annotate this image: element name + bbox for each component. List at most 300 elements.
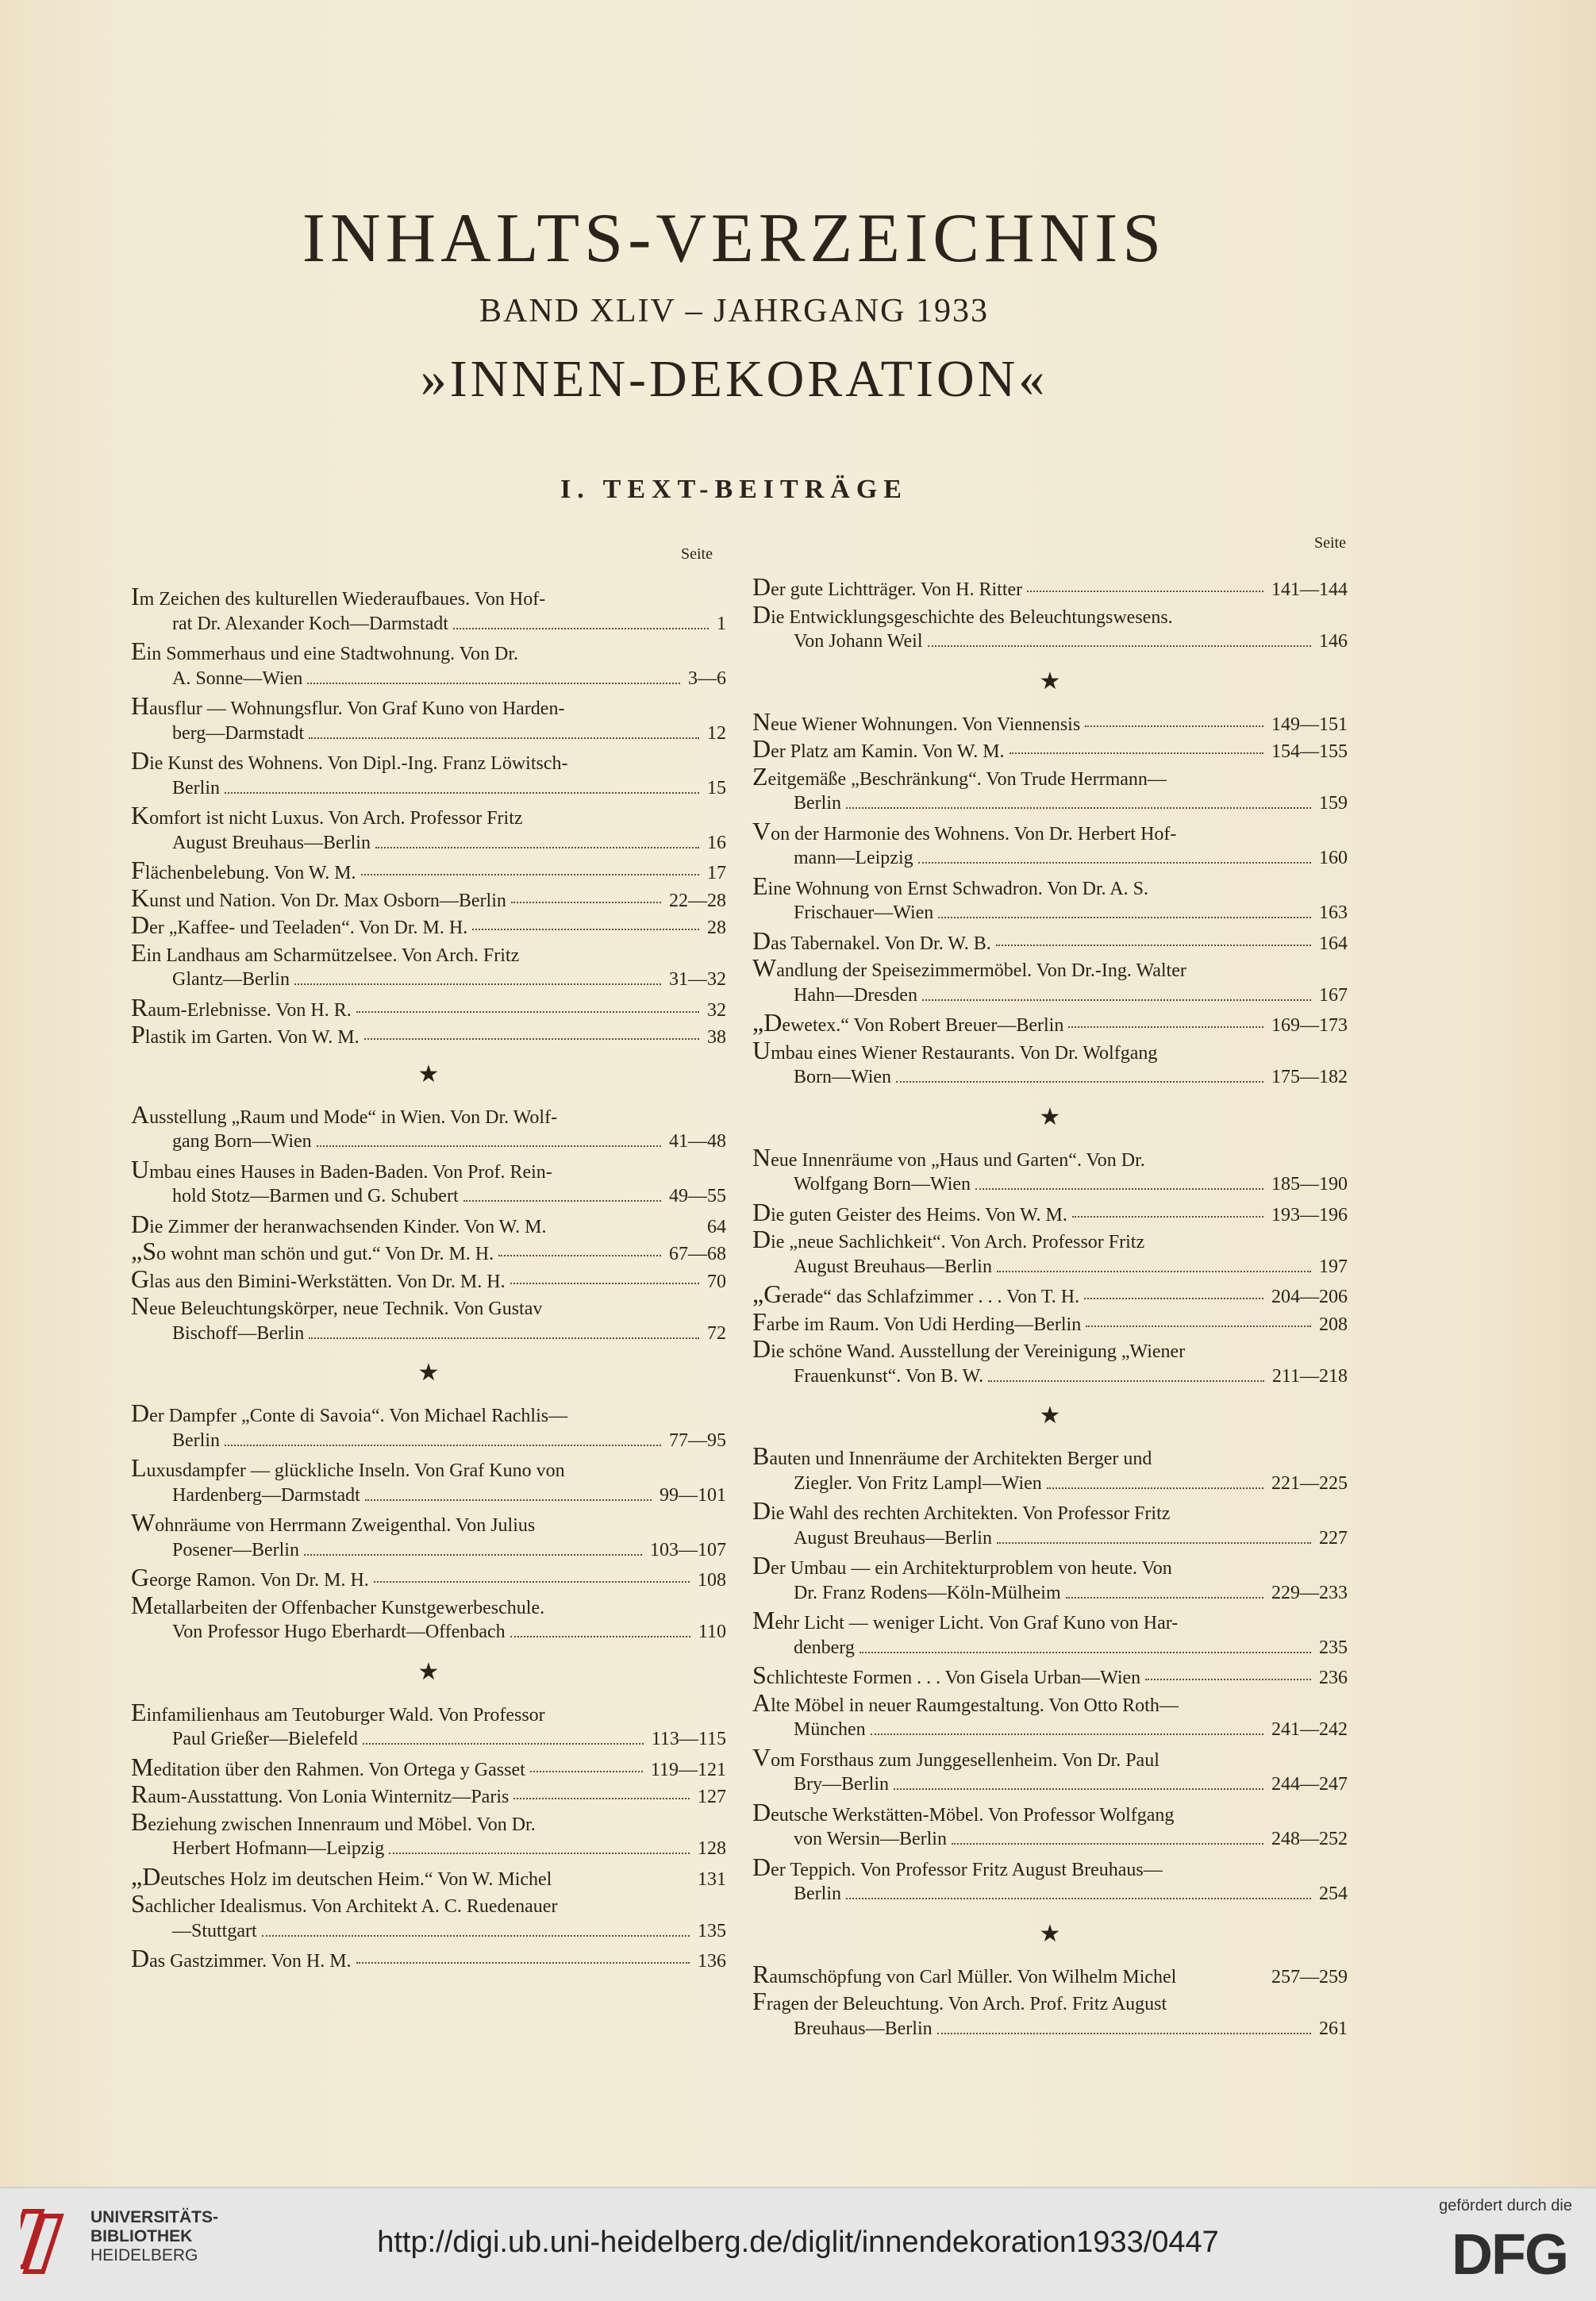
toc-entry-line <box>131 1482 726 1510</box>
toc-entry-line <box>131 1780 726 1808</box>
toc-entry <box>131 1564 726 1591</box>
toc-entry-page: 248—252 <box>1271 1829 1348 1849</box>
toc-entry-page: 208 <box>1319 1314 1348 1335</box>
toc-entry-text: Metallarbeiten der Offenbacher Kunstgewerbeschule. <box>131 1591 545 1618</box>
toc-entry-text: „So wohnt man schön und gut.“ Von Dr. M. H. <box>131 1237 494 1265</box>
toc-entry-page: 103—107 <box>650 1539 726 1560</box>
toc-column-right <box>752 573 1348 2042</box>
toc-entry-page: 49—55 <box>669 1186 726 1206</box>
toc-entry-text: Das Gastzimmer. Von H. M. <box>131 1945 352 1972</box>
toc-entry-text: Raumschöpfung von Carl Müller. Von Wilhelm Michel <box>752 1960 1177 1987</box>
toc-entry-page: 193—196 <box>1271 1204 1348 1226</box>
toc-entry-text: Der Platz am Kamin. Von W. M. <box>752 735 1005 763</box>
toc-entry-page: 221—225 <box>1271 1472 1348 1494</box>
toc-entry-line <box>131 802 726 829</box>
library-name-line-2: BIBLIOTHEK <box>90 2227 193 2245</box>
toc-entry-text: Hardenberg—Darmstadt <box>172 1484 360 1506</box>
toc-entry-text: Wohnräume von Herrmann Zweigenthal. Von Julius <box>131 1509 536 1537</box>
toc-entry-text: Von Johann Weil <box>794 631 923 652</box>
toc-entry-line <box>752 763 1348 791</box>
toc-entry-line <box>752 1525 1348 1553</box>
toc-entry-line <box>131 775 726 802</box>
page-column-label-right: Seite <box>1314 534 1346 552</box>
toc-entry <box>131 1509 726 1564</box>
dot-leader <box>1027 591 1263 592</box>
toc-entry-text: Kunst und Nation. Von Dr. Max Osborn—Berlin <box>131 883 506 911</box>
toc-entry-text: „Deutsches Holz im deutschen Heim.“ Von W. Michel <box>131 1862 552 1890</box>
dot-leader <box>317 1145 661 1147</box>
toc-entry <box>131 692 726 747</box>
toc-entry-line <box>752 1199 1348 1226</box>
toc-entry <box>752 763 1348 818</box>
library-name-line-3: HEIDELBERG <box>90 2246 198 2264</box>
toc-entry <box>131 1945 726 1972</box>
dot-leader <box>860 1652 1311 1653</box>
toc-entry <box>752 927 1348 955</box>
toc-entry-text: —Stuttgart <box>172 1920 257 1941</box>
toc-entry-text: von Wersin—Berlin <box>794 1829 947 1849</box>
dot-leader <box>294 983 661 985</box>
toc-entry <box>752 1308 1348 1336</box>
toc-entry-line <box>131 1618 726 1646</box>
toc-entry-page: 17 <box>707 863 726 883</box>
toc-entry-text: Von der Harmonie des Wohnens. Von Dr. Herbert Hof- <box>752 817 1177 845</box>
dot-leader <box>922 999 1311 1001</box>
dot-leader <box>1068 1026 1263 1028</box>
toc-entry-text: hold Stotz—Barmen und G. Schubert <box>172 1186 459 1206</box>
toc-entry <box>752 1661 1348 1689</box>
toc-entry-page: 67—68 <box>669 1244 726 1264</box>
toc-entry-page: 64 <box>707 1216 726 1237</box>
toc-entry <box>752 1442 1348 1497</box>
toc-entry-line <box>752 1799 1348 1826</box>
toc-entry-line <box>752 1771 1348 1799</box>
toc-entry-line <box>131 1021 726 1049</box>
dot-leader <box>513 1798 690 1799</box>
toc-entry-line <box>752 982 1348 1010</box>
dot-leader <box>511 902 661 903</box>
toc-entry-text: Mehr Licht — weniger Licht. Von Graf Kuno von Har- <box>752 1606 1179 1634</box>
toc-entry-text: Paul Grießer—Bielefeld <box>172 1729 358 1749</box>
toc-entry-page: 197 <box>1319 1256 1348 1277</box>
dot-leader <box>510 1283 699 1284</box>
toc-entry-text: Plastik im Garten. Von W. M. <box>131 1021 360 1049</box>
dot-leader <box>1145 1679 1311 1680</box>
toc-entry <box>131 802 726 856</box>
toc-entry-page: 163 <box>1319 902 1348 923</box>
toc-entry-text: Ausstellung „Raum und Mode“ in Wien. Von Dr. Wolf- <box>131 1100 558 1128</box>
dot-leader <box>510 1636 690 1637</box>
toc-entry-text: Fragen der Beleuchtung. Von Arch. Prof. Fritz August <box>752 1987 1167 2015</box>
dot-leader <box>975 1188 1263 1190</box>
toc-entry-text: Bischoff—Berlin <box>172 1322 305 1344</box>
toc-entry-line <box>131 939 726 967</box>
toc-entry-text: berg—Darmstadt <box>172 722 305 744</box>
dot-leader <box>365 1499 652 1501</box>
dot-leader <box>453 628 709 629</box>
toc-entry <box>752 954 1348 1009</box>
toc-entry-page: 41—48 <box>669 1131 726 1152</box>
toc-entry <box>131 856 726 884</box>
dot-leader <box>498 1255 661 1256</box>
dot-leader <box>938 917 1311 918</box>
toc-entry-page: 146 <box>1319 631 1348 652</box>
toc-entry-text: Dr. Franz Rodens—Köln-Mülheim <box>794 1582 1061 1603</box>
toc-entry-text: Born—Wien <box>794 1067 892 1087</box>
toc-entry <box>131 994 726 1022</box>
dot-leader <box>356 1962 690 1964</box>
toc-entry-line <box>131 1537 726 1564</box>
toc-entry <box>752 872 1348 927</box>
section-heading: I. TEXT-BEITRÄGE <box>560 475 908 504</box>
page-title: INHALTS-VERZEICHNIS <box>302 200 1167 277</box>
dot-leader <box>375 847 699 848</box>
toc-entry <box>752 601 1348 656</box>
toc-entry-line <box>752 790 1348 818</box>
toc-entry <box>131 884 726 912</box>
toc-entry-page: 241—242 <box>1271 1719 1348 1740</box>
toc-entry-line <box>752 1470 1348 1498</box>
toc-entry-line <box>131 856 726 884</box>
toc-entry <box>752 573 1348 601</box>
toc-entry-text: Alte Möbel in neuer Raumgestaltung. Von Otto Roth— <box>752 1688 1179 1716</box>
toc-entry <box>131 583 726 637</box>
toc-entry <box>752 1799 1348 1853</box>
toc-entry-text: Meditation über den Rahmen. Von Ortega y Gasset <box>131 1753 525 1780</box>
dot-leader <box>846 807 1311 809</box>
section-divider-star: ★ <box>417 1360 440 1386</box>
dot-leader <box>1072 1216 1263 1218</box>
toc-entry-line <box>752 1064 1348 1091</box>
toc-entry-page: 169—173 <box>1271 1015 1348 1036</box>
toc-entry-line <box>752 1335 1348 1363</box>
toc-entry-line <box>131 747 726 775</box>
toc-entry-page: 261 <box>1319 2018 1348 2039</box>
toc-entry-text: Berlin <box>794 793 841 814</box>
toc-entry-line <box>752 1880 1348 1908</box>
toc-entry <box>131 1021 726 1049</box>
toc-entry-page: 136 <box>698 1951 726 1972</box>
toc-entry-text: „Dewetex.“ Von Robert Breuer—Berlin <box>752 1009 1064 1037</box>
toc-entry-text: Die Entwicklungsgeschichte des Beleuchtungswesens. <box>752 600 1173 628</box>
toc-entry-text: George Ramon. Von Dr. M. H. <box>131 1564 369 1591</box>
toc-entry-line <box>752 1716 1348 1744</box>
toc-entry-line <box>752 1580 1348 1607</box>
toc-entry-line <box>131 1753 726 1781</box>
toc-entry-line <box>752 1226 1348 1253</box>
toc-entry-line <box>752 1497 1348 1525</box>
toc-entry-line <box>752 1744 1348 1772</box>
toc-entry-text: Ein Sommerhaus und eine Stadtwohnung. Von Dr. <box>131 637 518 665</box>
toc-entry-text: Posener—Berlin <box>172 1539 299 1560</box>
toc-entry-line <box>131 637 726 665</box>
toc-entry <box>131 1808 726 1863</box>
toc-entry <box>752 1960 1348 1988</box>
dot-leader <box>225 792 699 794</box>
toc-entry-line <box>752 927 1348 955</box>
toc-entry-line <box>131 610 726 638</box>
toc-entry-page: 32 <box>707 999 726 1021</box>
toc-entry-text: Ziegler. Von Fritz Lampl—Wien <box>794 1472 1042 1494</box>
toc-entry-line <box>752 1634 1348 1662</box>
dot-leader <box>997 1542 1311 1544</box>
toc-entry-text: rat Dr. Alexander Koch—Darmstadt <box>172 613 448 634</box>
toc-entry-line <box>752 1661 1348 1689</box>
dot-leader <box>1084 1298 1263 1299</box>
toc-entry-page: 110 <box>698 1622 726 1642</box>
toc-entry-line <box>131 1237 726 1265</box>
toc-entry-text: Hahn—Dresden <box>794 984 917 1006</box>
toc-entry-text: Raum-Ausstattung. Von Lonia Winternitz—Paris <box>131 1780 510 1808</box>
toc-entry-page: 131 <box>698 1868 726 1890</box>
dot-leader <box>225 1445 661 1446</box>
toc-entry-page: 72 <box>707 1322 726 1344</box>
toc-entry-line <box>131 911 726 939</box>
toc-entry-line <box>752 1987 1348 2015</box>
toc-entry <box>752 1037 1348 1091</box>
toc-entry-line <box>131 1863 726 1891</box>
toc-entry-text: Breuhaus—Berlin <box>794 2018 933 2039</box>
toc-entry-page: 28 <box>707 918 726 938</box>
dot-leader <box>1047 1487 1263 1489</box>
toc-entry-text: Die „neue Sachlichkeit“. Von Arch. Professor Fritz <box>752 1226 1145 1253</box>
toc-entry-line <box>131 994 726 1022</box>
toc-entry-text: Komfort ist nicht Luxus. Von Arch. Professor Fritz <box>131 802 523 829</box>
toc-entry-page: 227 <box>1319 1527 1348 1549</box>
dot-leader <box>472 929 699 930</box>
toc-entry-text: Wolfgang Born—Wien <box>794 1174 971 1195</box>
toc-entry-text: Luxusdampfer — glückliche Inseln. Von Graf Kuno von <box>131 1454 565 1482</box>
toc-entry-text: denberg <box>794 1637 855 1658</box>
toc-entry-text: August Breuhaus—Berlin <box>794 1256 992 1277</box>
toc-entry-page: 16 <box>707 832 726 853</box>
toc-entry-line <box>131 966 726 994</box>
toc-entry-line <box>752 1826 1348 1853</box>
toc-entry-text: Neue Innenräume von „Haus und Garten“. Von Dr. <box>752 1143 1145 1171</box>
dot-leader <box>463 1200 661 1202</box>
toc-entry-line <box>752 1689 1348 1717</box>
toc-entry <box>752 1552 1348 1606</box>
toc-entry-page: 167 <box>1319 984 1348 1006</box>
toc-entry-text: Wandlung der Speisezimmermöbel. Von Dr.-Ing. Walter <box>752 954 1186 982</box>
dot-leader <box>309 1337 699 1339</box>
volume-subtitle: BAND XLIV – JAHRGANG 1933 <box>479 293 989 329</box>
toc-entry-page: 128 <box>698 1838 726 1859</box>
toc-entry <box>752 735 1348 763</box>
toc-entry-text: Schlichteste Formen . . . Von Gisela Urban—Wien <box>752 1661 1141 1689</box>
toc-entry-line <box>752 1253 1348 1281</box>
toc-entry <box>752 1987 1348 2042</box>
toc-entry-text: Eine Wohnung von Ernst Schwadron. Von Dr. A. S. <box>752 872 1148 899</box>
toc-column-left <box>131 583 726 1972</box>
toc-entry-line <box>131 1918 726 1945</box>
toc-entry <box>131 1237 726 1265</box>
toc-entry-text: Von Professor Hugo Eberhardt—Offenbach <box>172 1622 506 1642</box>
toc-entry-line <box>131 1292 726 1320</box>
toc-entry <box>752 1744 1348 1799</box>
toc-entry-page: 31—32 <box>669 969 726 990</box>
toc-entry <box>752 708 1348 736</box>
toc-entry-page: 229—233 <box>1271 1582 1348 1603</box>
toc-entry-line <box>131 1183 726 1210</box>
section-divider-star: ★ <box>1039 1403 1061 1429</box>
toc-entry-text: Berlin <box>794 1884 841 1904</box>
toc-entry-line <box>131 1399 726 1427</box>
toc-entry-text: Berlin <box>172 1429 220 1451</box>
toc-entry-text: Der „Kaffee- und Teeladen“. Von Dr. M. H. <box>131 911 468 939</box>
toc-entry-text: Farbe im Raum. Von Udi Herding—Berlin <box>752 1307 1082 1335</box>
toc-entry-line <box>131 1128 726 1156</box>
toc-entry <box>131 1210 726 1238</box>
toc-entry-text: Raum-Erlebnisse. Von H. R. <box>131 993 352 1021</box>
dot-leader <box>262 1935 690 1937</box>
toc-entry-text: Berlin <box>172 777 220 798</box>
toc-entry <box>131 747 726 802</box>
toc-entry <box>752 1335 1348 1390</box>
dot-leader <box>988 1380 1264 1382</box>
dot-leader <box>1066 1597 1263 1599</box>
toc-entry-line <box>131 1699 726 1726</box>
toc-entry-text: Das Tabernakel. Von Dr. W. B. <box>752 926 991 954</box>
dot-leader <box>952 1843 1263 1845</box>
toc-entry-page: 244—247 <box>1271 1774 1348 1795</box>
toc-entry <box>131 1292 726 1347</box>
toc-entry-line <box>131 665 726 693</box>
toc-entry <box>752 1689 1348 1744</box>
toc-entry-page: 154—155 <box>1271 741 1348 762</box>
toc-entry-text: Zeitgemäße „Beschränkung“. Von Trude Herrmann— <box>752 762 1167 790</box>
toc-entry-line <box>752 1552 1348 1580</box>
toc-entry-line <box>131 1945 726 1972</box>
toc-entry <box>131 1780 726 1808</box>
toc-entry-line <box>752 1009 1348 1037</box>
toc-entry-line <box>131 1890 726 1918</box>
toc-entry-line <box>752 1960 1348 1988</box>
toc-entry-line <box>752 1037 1348 1064</box>
dot-leader <box>896 1081 1263 1083</box>
toc-entry-page: 159 <box>1319 793 1348 814</box>
dot-leader <box>997 1271 1311 1272</box>
toc-entry-text: August Breuhaus—Berlin <box>172 832 371 853</box>
toc-entry-line <box>752 1853 1348 1881</box>
toc-entry-line <box>752 2015 1348 2043</box>
toc-entry <box>752 1497 1348 1552</box>
dot-leader <box>996 945 1311 946</box>
toc-entry-line <box>752 899 1348 927</box>
toc-entry <box>131 1863 726 1891</box>
toc-entry-line <box>131 1320 726 1348</box>
toc-entry-page: 15 <box>707 777 726 798</box>
toc-entry-text: mann—Leipzig <box>794 848 913 868</box>
dot-leader <box>364 1038 699 1040</box>
toc-entry-text: Die Kunst des Wohnens. Von Dipl.-Ing. Franz Löwitsch- <box>131 747 568 775</box>
toc-entry-page: 135 <box>698 1920 726 1941</box>
toc-entry-page: 3—6 <box>688 668 726 689</box>
dot-leader <box>530 1771 643 1772</box>
dot-leader <box>374 1581 690 1583</box>
toc-entry-page: 160 <box>1319 848 1348 868</box>
permalink-url[interactable]: http://digi.ub.uni-heidelberg.de/diglit/innendekoration1933/0447 <box>377 2226 1219 2259</box>
toc-entry-page: 164 <box>1319 933 1348 954</box>
dot-leader <box>918 862 1311 864</box>
toc-entry-line <box>131 1835 726 1863</box>
toc-entry-text: Ein Landhaus am Scharmützelsee. Von Arch. Fritz <box>131 938 520 966</box>
toc-entry-text: Der Teppich. Von Professor Fritz August Breuhaus— <box>752 1853 1163 1880</box>
toc-entry-text: Die guten Geister des Heims. Von W. M. <box>752 1198 1067 1226</box>
toc-entry-page: 119—121 <box>650 1759 726 1780</box>
toc-entry-line <box>131 1265 726 1293</box>
toc-entry <box>752 818 1348 872</box>
dot-leader <box>1085 725 1263 727</box>
toc-entry-text: Vom Forsthaus zum Junggesellenheim. Von Dr. Paul <box>752 1743 1160 1771</box>
dot-leader <box>309 737 699 739</box>
toc-entry-line <box>752 735 1348 763</box>
page-column-label-left: Seite <box>681 545 713 563</box>
toc-entry <box>752 1144 1348 1199</box>
dot-leader <box>389 1853 690 1854</box>
toc-entry <box>131 1454 726 1509</box>
toc-entry-line <box>752 708 1348 736</box>
toc-entry-line <box>752 628 1348 656</box>
toc-entry-line <box>131 884 726 912</box>
toc-entry <box>131 1399 726 1454</box>
dot-leader <box>846 1898 1311 1899</box>
toc-entry-text: München <box>794 1719 866 1740</box>
toc-entry <box>131 1591 726 1646</box>
funding-note: gefördert durch die <box>1439 2197 1572 2214</box>
toc-entry-line <box>131 1101 726 1129</box>
toc-entry <box>131 637 726 692</box>
toc-entry-line <box>131 1726 726 1753</box>
toc-entry-page: 141—144 <box>1271 579 1348 600</box>
toc-entry-page: 113—115 <box>651 1729 726 1749</box>
toc-entry-page: 204—206 <box>1271 1287 1348 1307</box>
toc-entry-text: August Breuhaus—Berlin <box>794 1527 992 1549</box>
toc-entry-text: gang Born—Wien <box>172 1131 312 1152</box>
toc-entry-page: 1 <box>717 613 726 634</box>
toc-entry <box>131 1699 726 1753</box>
toc-entry-page: 149—151 <box>1271 714 1348 735</box>
toc-entry-page: 22—28 <box>669 890 726 911</box>
toc-entry-text: Der Umbau — ein Architekturproblem von heute. Von <box>752 1552 1172 1580</box>
toc-entry-text: Glas aus den Bimini-Werkstätten. Von Dr. M. H. <box>131 1264 506 1292</box>
toc-entry-line <box>752 1171 1348 1199</box>
toc-entry-line <box>131 1591 726 1619</box>
dot-leader <box>871 1733 1263 1735</box>
toc-entry-text: Herbert Hofmann—Leipzig <box>172 1838 385 1859</box>
dot-leader <box>1086 1326 1311 1327</box>
toc-entry-text: Deutsche Werkstätten-Möbel. Von Professor Wolfgang <box>752 1798 1175 1826</box>
toc-entry-line <box>131 1427 726 1455</box>
toc-entry-line <box>752 818 1348 845</box>
dot-leader <box>928 645 1311 647</box>
toc-entry-text: Umbau eines Wiener Restaurants. Von Dr. Wolfgang <box>752 1036 1158 1064</box>
toc-entry-page: 127 <box>698 1787 726 1807</box>
section-divider-star: ★ <box>1039 1103 1061 1130</box>
dot-leader <box>937 2033 1311 2034</box>
dot-leader <box>304 1554 642 1556</box>
toc-entry-text: Sachlicher Idealismus. Von Architekt A. C. Ruedenauer <box>131 1890 558 1918</box>
toc-entry <box>131 939 726 994</box>
toc-entry-text: Im Zeichen des kulturellen Wiederaufbaues. Von Hof- <box>131 583 546 610</box>
toc-entry-line <box>752 601 1348 629</box>
toc-entry-page: 254 <box>1319 1884 1348 1904</box>
toc-entry-text: Bauten und Innenräume der Architekten Berger und <box>752 1442 1152 1470</box>
toc-entry-text: Die Wahl des rechten Architekten. Von Professor Fritz <box>752 1497 1171 1525</box>
toc-entry-line <box>131 1509 726 1537</box>
toc-entry-line <box>131 829 726 857</box>
toc-entry-line <box>752 954 1348 982</box>
